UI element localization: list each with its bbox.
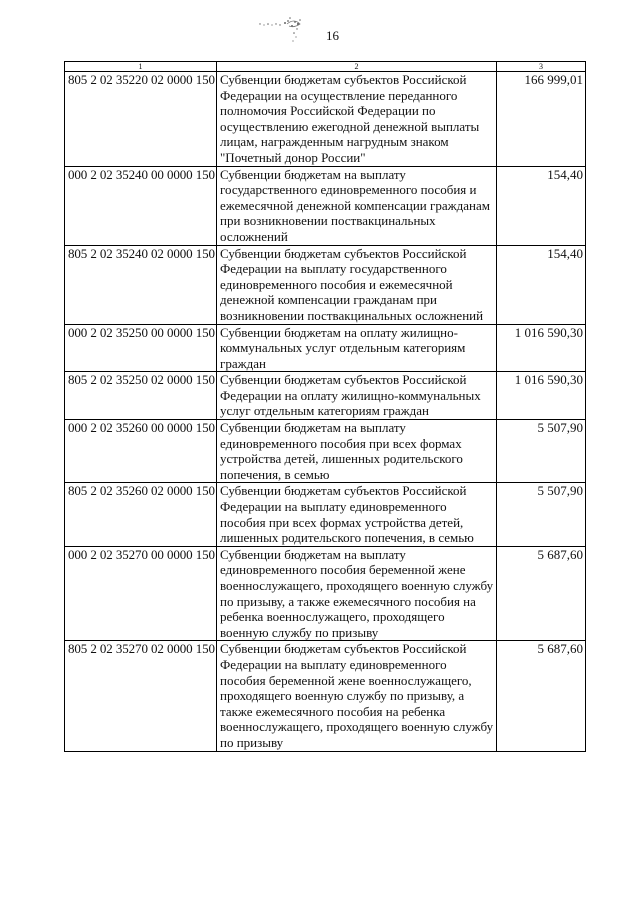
code-cell: 805 2 02 35270 02 0000 150 [65, 641, 217, 751]
table-row [65, 245, 586, 324]
amount-cell: 154,40 [497, 166, 586, 245]
name-cell: Субвенции бюджетам на выплату единовременного пособия при всех формах устройства детей, лишенных родительского попечения, в семью [217, 420, 497, 483]
name-cell: Субвенции бюджетам субъектов Российской Федерации на выплату единовременного пособия беременной жене военнослужащего, проходящего военную службу по призыву, а также ежемесячного пособия на ребенка военнослужащего, проходящего военную службу по призыву [217, 641, 497, 751]
name-cell: Субвенции бюджетам субъектов Российской Федерации на оплату жилищно-коммунальных услуг отдельным категориям граждан [217, 372, 497, 420]
name-cell: Субвенции бюджетам субъектов Российской Федерации на выплату единовременного пособия при всех формах устройства детей, лишенных родительского попечения, в семью [217, 483, 497, 546]
code-cell: 000 2 02 35270 00 0000 150 [65, 546, 217, 641]
amount-cell: 1 016 590,30 [497, 324, 586, 372]
header-col-amount: 3 [497, 62, 586, 72]
header-col-name: 2 [217, 62, 497, 72]
code-cell: 805 2 02 35240 02 0000 150 [65, 245, 217, 324]
table-row [65, 483, 586, 546]
code-cell: 000 2 02 35240 00 0000 150 [65, 166, 217, 245]
code-cell: 000 2 02 35260 00 0000 150 [65, 420, 217, 483]
table-row [65, 420, 586, 483]
table-row [65, 166, 586, 245]
code-cell: 000 2 02 35250 00 0000 150 [65, 324, 217, 372]
amount-cell: 5 507,90 [497, 483, 586, 546]
amount-cell: 166 999,01 [497, 72, 586, 167]
amount-cell: 5 687,60 [497, 546, 586, 641]
header-col-code: 1 [65, 62, 217, 72]
name-cell: Субвенции бюджетам на оплату жилищно-коммунальных услуг отдельным категориям граждан [217, 324, 497, 372]
page-number: 16 [326, 28, 339, 43]
subventions-table [64, 61, 586, 752]
code-cell: 805 2 02 35260 02 0000 150 [65, 483, 217, 546]
table-row [65, 546, 586, 641]
table-row [65, 324, 586, 372]
code-cell: 805 2 02 35250 02 0000 150 [65, 372, 217, 420]
name-cell: Субвенции бюджетам на выплату государственного единовременного пособия и ежемесячной денежной компенсации гражданам при возникновении поствакцинальных осложнений [217, 166, 497, 245]
table-row [65, 72, 586, 167]
scan-artifact-mark [254, 12, 314, 46]
name-cell: Субвенции бюджетам субъектов Российской Федерации на выплату государственного единовременного пособия и ежемесячной денежной компенсации гражданам при возникновении поствакцинальных осложнений [217, 245, 497, 324]
name-cell: Субвенции бюджетам субъектов Российской Федерации на осуществление переданного полномочия Российской Федерации по осуществлению ежегодной денежной выплаты лицам, награжденным нагрудным знаком "Почетный донор России" [217, 72, 497, 167]
amount-cell: 5 507,90 [497, 420, 586, 483]
amount-cell: 154,40 [497, 245, 586, 324]
name-cell: Субвенции бюджетам на выплату единовременного пособия беременной жене военнослужащего, проходящего военную службу по призыву, а также ежемесячного пособия на ребенка военнослужащего, проходящего военную службу по призыву [217, 546, 497, 641]
table-header-row [65, 62, 586, 72]
amount-cell: 5 687,60 [497, 641, 586, 751]
table-row [65, 372, 586, 420]
table-row [65, 641, 586, 751]
code-cell: 805 2 02 35220 02 0000 150 [65, 72, 217, 167]
amount-cell: 1 016 590,30 [497, 372, 586, 420]
